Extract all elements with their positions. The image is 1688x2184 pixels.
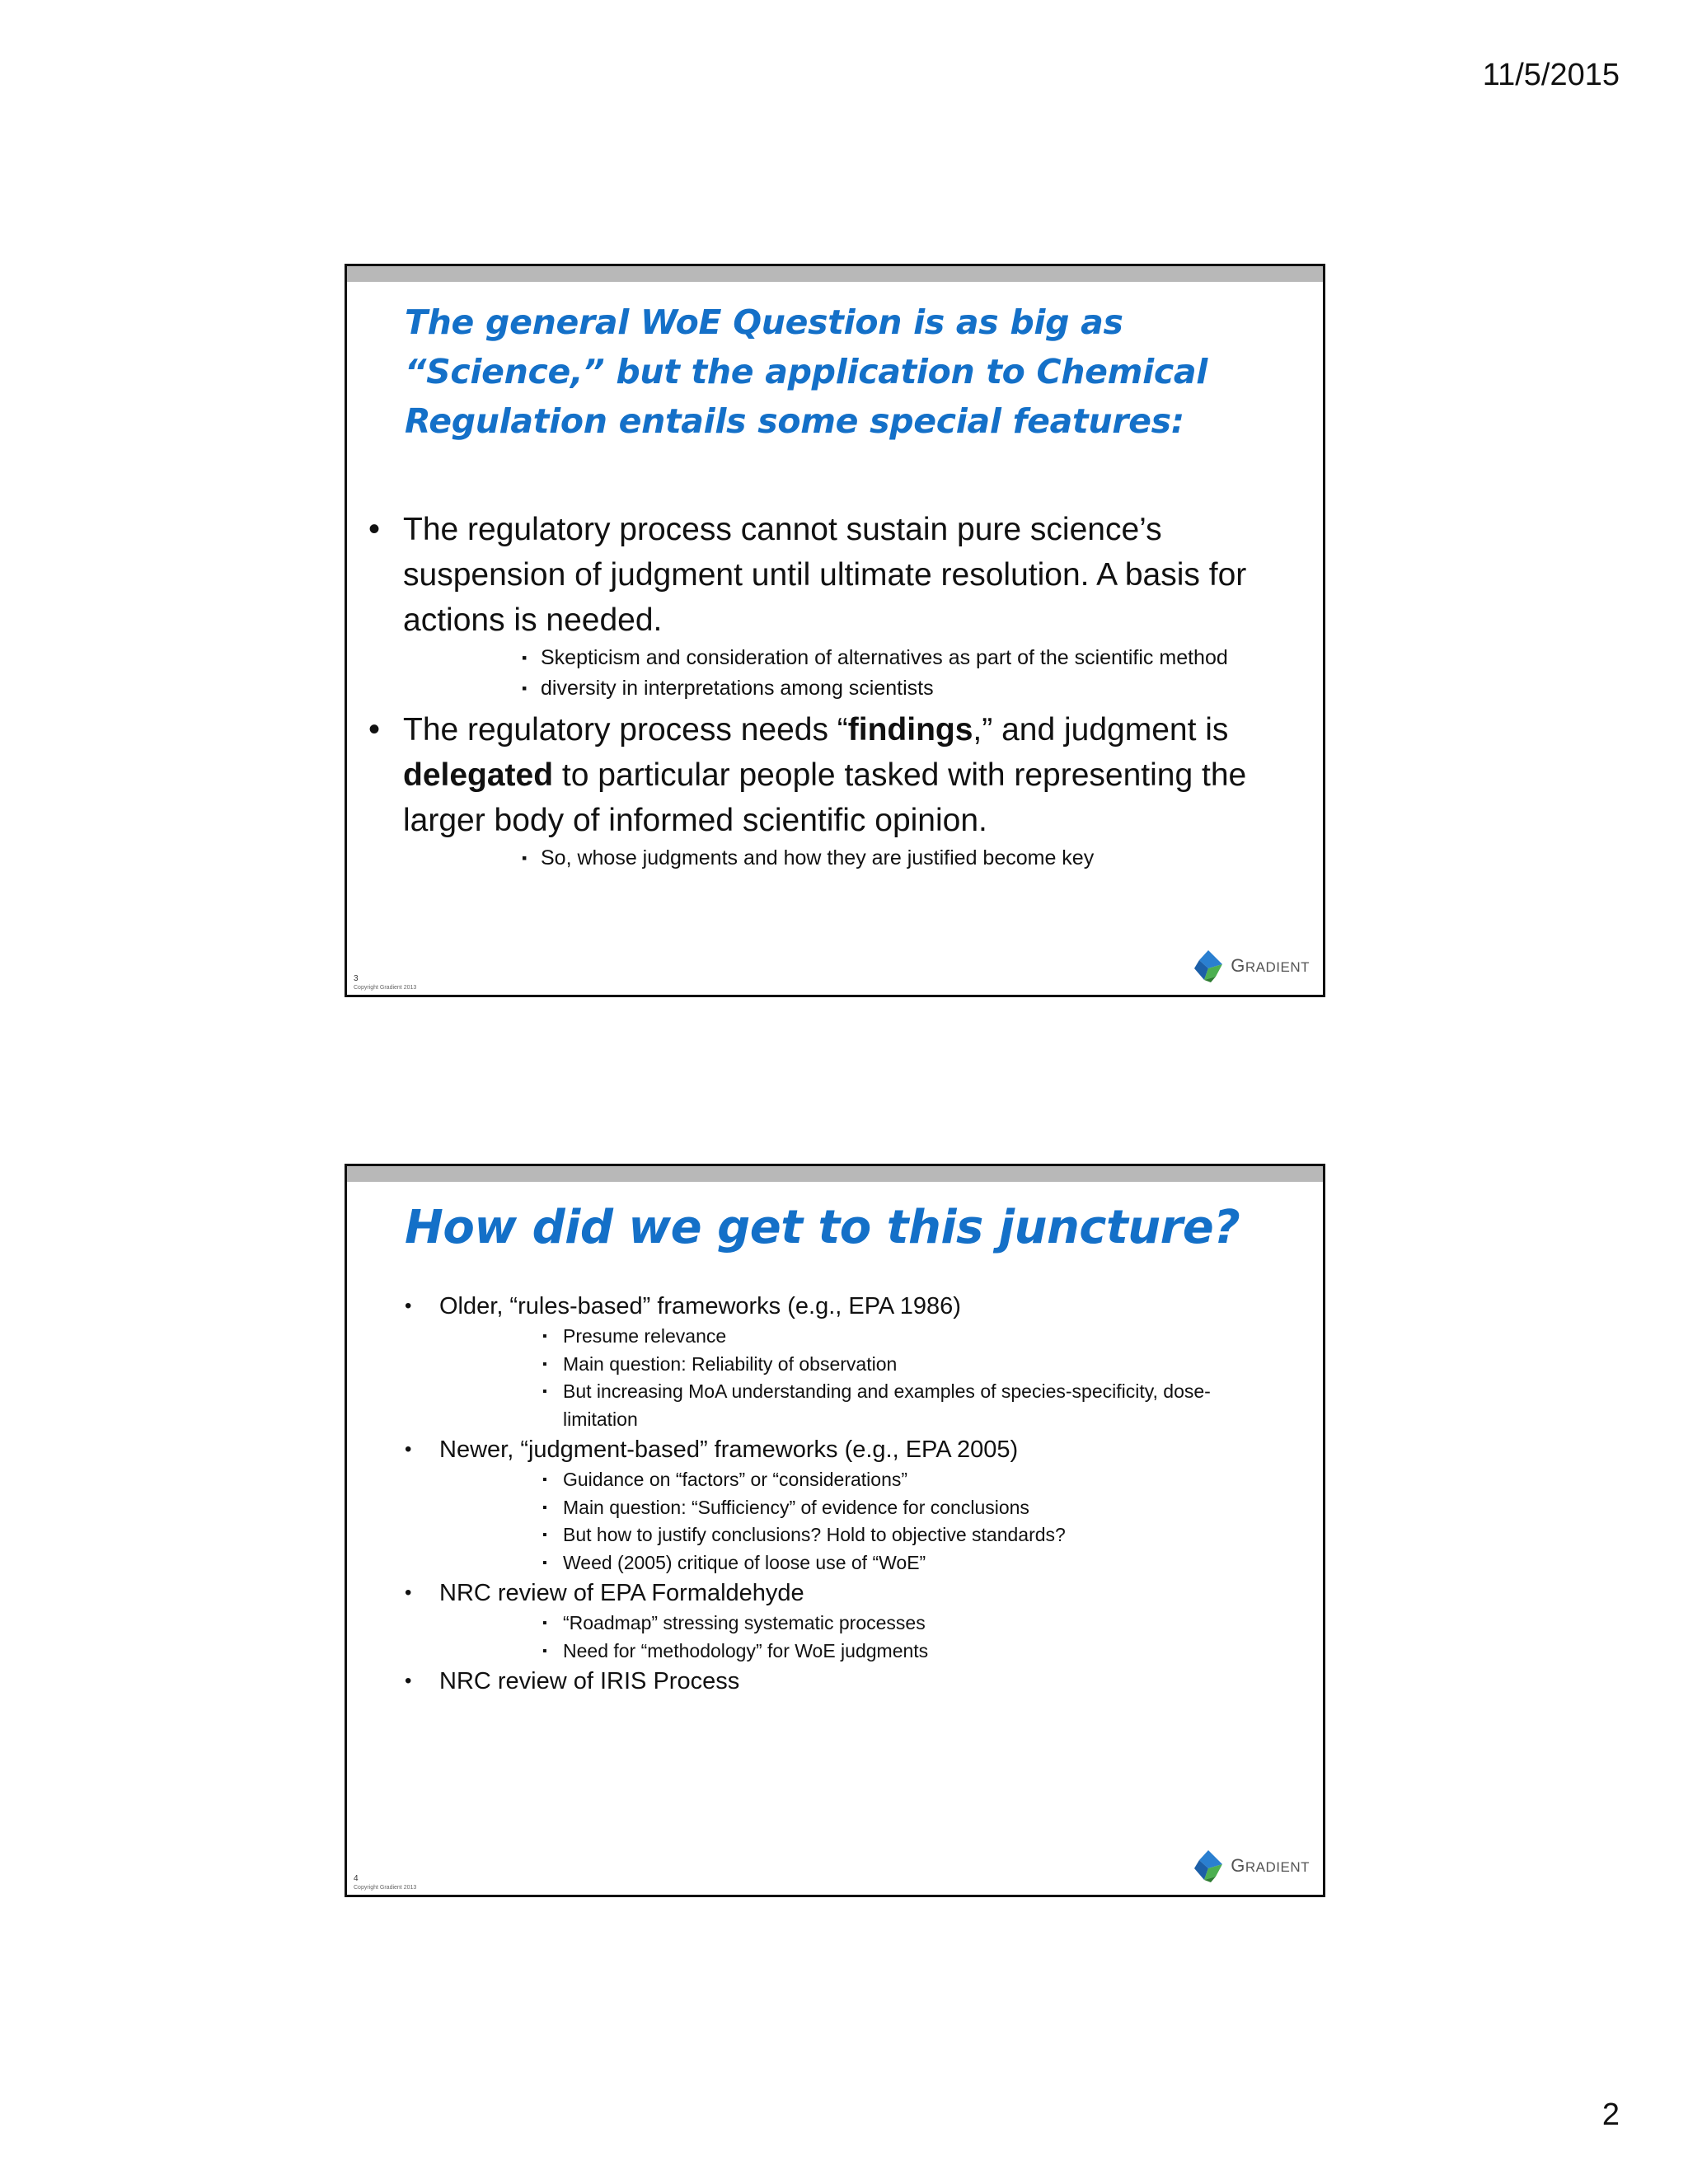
sub-bullet-text: diversity in interpretations among scientists — [541, 677, 934, 700]
square-bullet-icon: ▪ — [542, 1385, 547, 1399]
bullet-text-part: ,” and judgment is — [973, 712, 1229, 748]
slide-topbar — [347, 266, 1323, 282]
gradient-logo — [1191, 1847, 1310, 1885]
slide-topbar — [347, 1166, 1323, 1182]
bullet-dot-icon: • — [405, 1582, 412, 1604]
square-bullet-icon: ▪ — [542, 1528, 547, 1542]
bullet-item — [363, 1290, 1298, 1323]
bullet-text: Older, “rules-based” frameworks (e.g., EPA 1986) — [439, 1293, 961, 1319]
square-bullet-icon: ▪ — [522, 850, 528, 866]
bullet-item — [363, 1577, 1298, 1610]
square-bullet-icon: ▪ — [522, 649, 528, 666]
slide-number: 4 — [354, 1874, 359, 1883]
sub-bullet-text: But increasing MoA understanding and examples of species-specificity, dose-limitation — [563, 1380, 1211, 1430]
sub-bullet-item — [363, 1323, 1298, 1351]
slide-number: 3 — [354, 974, 359, 983]
bold-term: delegated — [403, 757, 554, 793]
square-bullet-icon: ▪ — [542, 1643, 547, 1658]
sub-bullet-item — [363, 643, 1298, 673]
sub-bullet-text: Main question: “Sufficiency” of evidence for conclusions — [563, 1496, 1029, 1518]
bullet-dot-icon: • — [405, 1670, 412, 1692]
logo-wordmark: GRADIENT — [1231, 955, 1310, 976]
bullet-dot-icon: • — [368, 711, 381, 748]
page-date: 11/5/2015 — [1482, 58, 1620, 92]
slide-title: How did we get to this juncture? — [405, 1201, 1240, 1254]
sub-bullet-item — [363, 1610, 1298, 1638]
sub-bullet-item — [363, 1494, 1298, 1522]
bold-term: findings — [847, 712, 973, 748]
sub-bullet-item — [363, 843, 1298, 874]
square-bullet-icon: ▪ — [542, 1616, 547, 1630]
sub-bullet-item — [363, 1638, 1298, 1666]
sub-bullet-item — [363, 1351, 1298, 1379]
bullet-dot-icon: • — [405, 1295, 412, 1317]
sub-bullet-text: Presume relevance — [563, 1325, 727, 1347]
sub-bullet-item — [363, 673, 1298, 704]
slide-content — [363, 1290, 1298, 1698]
slide-copyright: Copyright Gradient 2013 — [354, 1885, 417, 1891]
square-bullet-icon: ▪ — [522, 680, 528, 696]
sub-bullet-text: Guidance on “factors” or “considerations” — [563, 1469, 908, 1490]
bullet-text: NRC review of IRIS Process — [439, 1668, 740, 1694]
bullet-text-part: to particular people tasked with representing the larger body of informed scientific opinion. — [403, 757, 1247, 838]
sub-bullet-text: Need for “methodology” for WoE judgments — [563, 1639, 929, 1661]
square-bullet-icon: ▪ — [542, 1555, 547, 1570]
page-number: 2 — [1601, 2097, 1620, 2132]
slide-title: The general WoE Question is as big as “Science,” but the application to Chemical Regulation entails some special features: — [405, 302, 1207, 441]
bullet-item — [363, 707, 1298, 843]
sub-bullet-item — [363, 1378, 1298, 1433]
slide-copyright: Copyright Gradient 2013 — [354, 985, 417, 991]
bullet-text-part: The regulatory process needs “ — [403, 712, 848, 748]
bullet-item — [363, 507, 1298, 643]
square-bullet-icon: ▪ — [542, 1500, 547, 1515]
gradient-logo-icon — [1191, 1849, 1226, 1883]
square-bullet-icon: ▪ — [542, 1329, 547, 1343]
slide-4 — [345, 1164, 1325, 1897]
sub-bullet-text: Skepticism and consideration of alternatives as part of the scientific method — [541, 646, 1228, 669]
bullet-item — [363, 1433, 1298, 1466]
slide-3 — [345, 264, 1325, 997]
bullet-item — [363, 1665, 1298, 1698]
sub-bullet-text: Weed (2005) critique of loose use of “WoE” — [563, 1551, 926, 1573]
bullet-text: Newer, “judgment-based” frameworks (e.g., EPA 2005) — [439, 1436, 1019, 1463]
sub-bullet-text: Main question: Reliability of observation — [563, 1352, 898, 1375]
gradient-logo — [1191, 947, 1310, 985]
bullet-text: The regulatory process cannot sustain pure science’s suspension of judgment until ultimate resolution. A basis for actions is needed. — [403, 512, 1247, 638]
bullet-dot-icon: • — [368, 511, 381, 547]
slide-content — [363, 505, 1298, 874]
gradient-logo-icon — [1191, 949, 1226, 983]
sub-bullet-item — [363, 1549, 1298, 1577]
bullet-dot-icon: • — [405, 1438, 412, 1460]
sub-bullet-text: But how to justify conclusions? Hold to objective standards? — [563, 1524, 1066, 1545]
bullet-text: NRC review of EPA Formaldehyde — [439, 1580, 804, 1606]
logo-wordmark: GRADIENT — [1231, 1855, 1310, 1876]
sub-bullet-text: So, whose judgments and how they are justified become key — [541, 846, 1095, 869]
square-bullet-icon: ▪ — [542, 1473, 547, 1487]
sub-bullet-item — [363, 1521, 1298, 1549]
sub-bullet-text: “Roadmap” stressing systematic processes — [563, 1612, 926, 1633]
sub-bullet-item — [363, 1466, 1298, 1494]
square-bullet-icon: ▪ — [542, 1357, 547, 1371]
